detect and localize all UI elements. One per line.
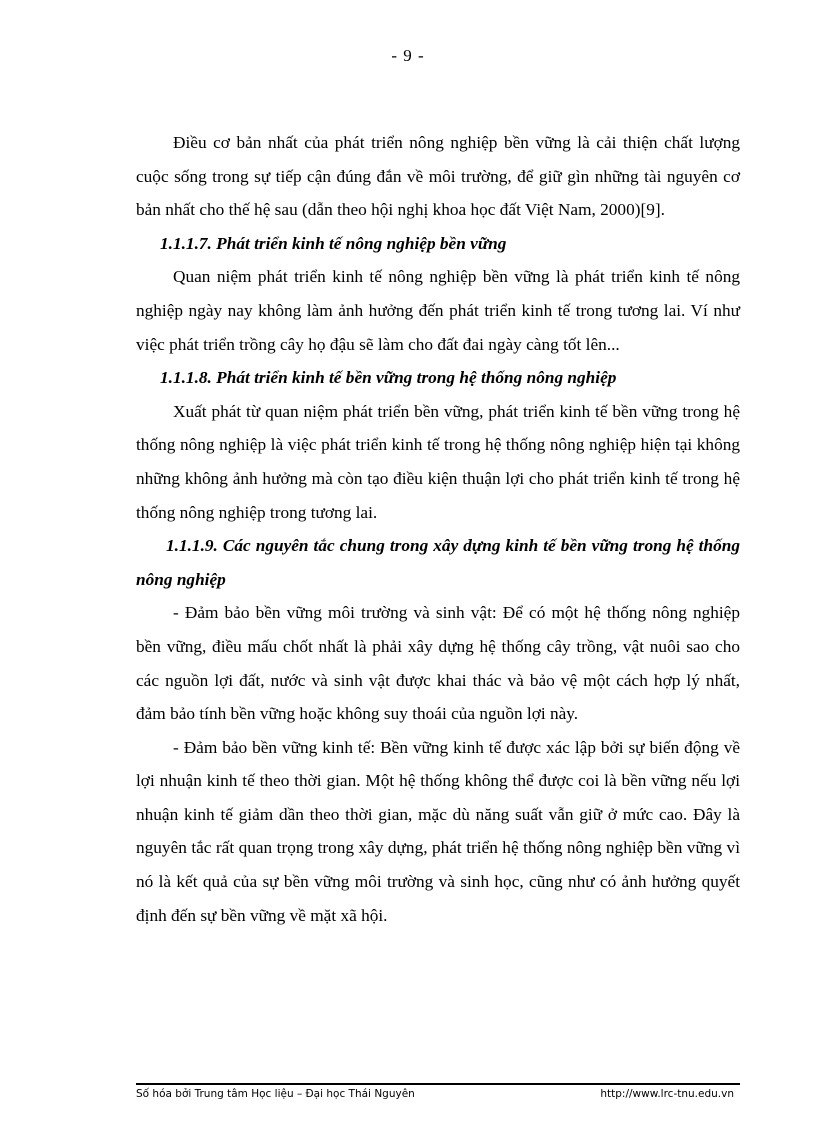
- footer-divider: [136, 1083, 740, 1085]
- paragraph-agricultural-economy: Quan niệm phát triển kinh tế nông nghiệp bền vững là phát triển kinh tế nông nghiệp ngày nay không làm ảnh hưởng đến phát triển kinh tế trong tương lai. Ví như việc phát triển trồng cây họ đậu sẽ làm cho đất đai ngày càng tốt lên...: [136, 267, 740, 354]
- paragraph-sustainable-agriculture: Điều cơ bản nhất của phát triển nông nghiệp bền vững là cải thiện chất lượng cuộc sống trong sự tiếp cận đúng đắn về môi trường, để giữ gìn những tài nguyên cơ bản nhất cho thế hệ sau (dẫn theo hội nghị khoa học đất Việt Nam, 2000)[9].: [136, 133, 740, 220]
- paragraph-sustainable-economy: Xuất phát từ quan niệm phát triển bền vững, phát triển kinh tế bền vững trong hệ thống nông nghiệp là việc phát triển kinh tế trong hệ thống nông nghiệp hiện tại không những không ảnh hưởng mà còn tạo điều kiện thuận lợi cho phát triển kinh tế trong hệ thống nông nghiệp trong tương lai.: [136, 401, 740, 522]
- heading-1-1-1-7: 1.1.1.7. Phát triển kinh tế nông nghiệp bền vững: [160, 233, 507, 253]
- footer-source: Số hóa bởi Trung tâm Học liệu – Đại học Thái Nguyên: [136, 1088, 415, 1100]
- heading-1-1-1-9: 1.1.1.9. Các nguyên tắc chung trong xây dựng kinh tế bền vững trong hệ thống nông nghiệp: [136, 536, 740, 589]
- paragraph-economic-principle: - Đảm bảo bền vững kinh tế: Bền vững kinh tế được xác lập bởi sự biến động về lợi nhuận kinh tế theo thời gian. Một hệ thống không thể được coi là bền vững nếu lợi nhuận kinh tế giảm dần theo thời gian, mặc dù năng suất vẫn giữ ở mức cao. Đây là nguyên tắc rất quan trọng trong xây dựng, phát triển hệ thống nông nghiệp bền vững vì nó là kết quả của sự bền vững môi trường và sinh học, cũng như có ảnh hưởng quyết định đến sự bền vững về mặt xã hội.: [136, 737, 740, 925]
- page-number: - 9 -: [391, 46, 425, 65]
- heading-1-1-1-8: 1.1.1.8. Phát triển kinh tế bền vững trong hệ thống nông nghiệp: [160, 368, 617, 388]
- document-body: [136, 126, 740, 932]
- paragraph-environment-principle: - Đảm bảo bền vững môi trường và sinh vật: Để có một hệ thống nông nghiệp bền vững, điều mấu chốt nhất là phải xây dựng hệ thống cây trồng, vật nuôi sao cho các nguồn lợi đất, nước và sinh vật được khai thác và bảo vệ một cách hợp lý nhất, đảm bảo tính bền vững hoặc không suy thoái của nguồn lợi này.: [136, 603, 740, 724]
- footer-url[interactable]: http://www.lrc-tnu.edu.vn: [600, 1088, 734, 1100]
